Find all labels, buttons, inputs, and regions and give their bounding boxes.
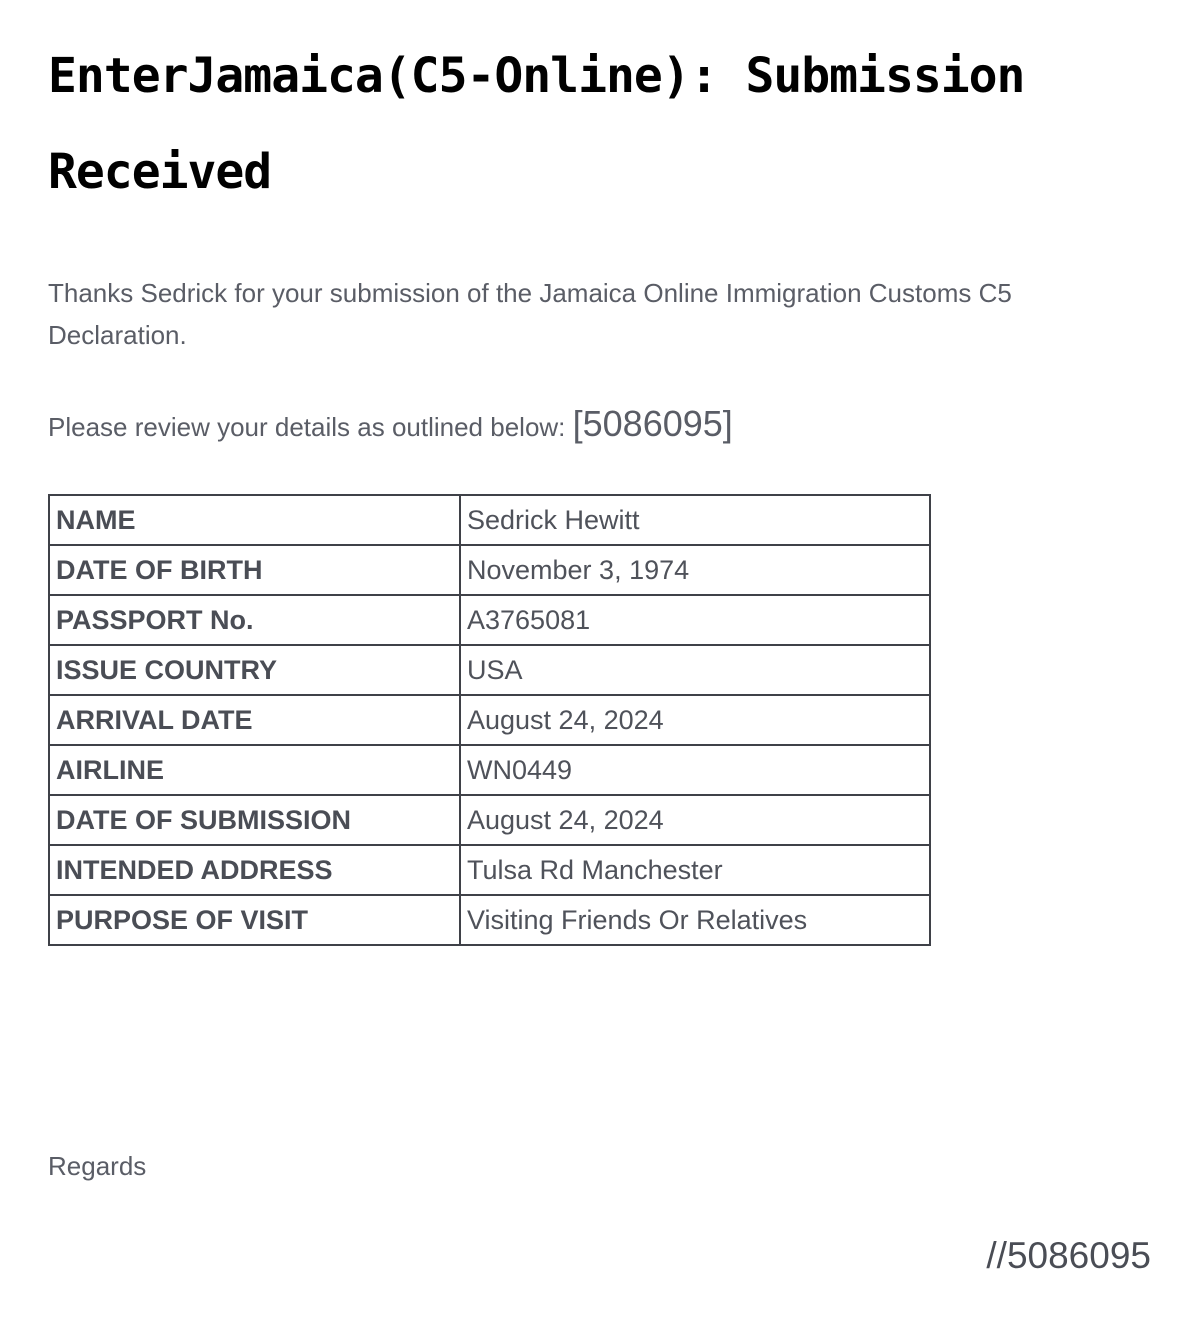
row-label-purpose-of-visit: PURPOSE OF VISIT (49, 895, 460, 945)
row-label-airline: AIRLINE (49, 745, 460, 795)
table-row (49, 745, 930, 795)
regards-text: Regards (48, 1151, 147, 1181)
row-value-date-of-birth: November 3, 1974 (460, 545, 930, 595)
row-label-date-of-submission: DATE OF SUBMISSION (49, 795, 460, 845)
details-table (48, 494, 931, 946)
table-row (49, 595, 930, 645)
row-label-issue-country: ISSUE COUNTRY (49, 645, 460, 695)
row-label-arrival-date: ARRIVAL DATE (49, 695, 460, 745)
row-value-passport-number: A3765081 (460, 595, 930, 645)
page-title: EnterJamaica(C5-Online): Submission Received (48, 48, 1025, 200)
row-label-passport-number: PASSPORT No. (49, 595, 460, 645)
table-row (49, 545, 930, 595)
row-value-issue-country: USA (460, 645, 930, 695)
row-value-name: Sedrick Hewitt (460, 495, 930, 545)
row-label-name: NAME (49, 495, 460, 545)
table-row (49, 795, 930, 845)
review-prompt-line (48, 400, 733, 451)
row-label-date-of-birth: DATE OF BIRTH (49, 545, 460, 595)
table-row (49, 645, 930, 695)
table-row (49, 495, 930, 545)
table-row (49, 845, 930, 895)
table-row (49, 695, 930, 745)
footer-reference-code: //5086095 (986, 1235, 1151, 1276)
row-value-purpose-of-visit: Visiting Friends Or Relatives (460, 895, 930, 945)
row-label-intended-address: INTENDED ADDRESS (49, 845, 460, 895)
row-value-arrival-date: August 24, 2024 (460, 695, 930, 745)
submission-reference: [5086095] (572, 403, 733, 444)
intro-text: Thanks Sedrick for your submission of the Jamaica Online Immigration Customs C5 Declaration. (48, 278, 1012, 350)
row-value-airline: WN0449 (460, 745, 930, 795)
row-value-intended-address: Tulsa Rd Manchester (460, 845, 930, 895)
table-row (49, 895, 930, 945)
row-value-date-of-submission: August 24, 2024 (460, 795, 930, 845)
review-prompt-text: Please review your details as outlined below: (48, 412, 566, 442)
